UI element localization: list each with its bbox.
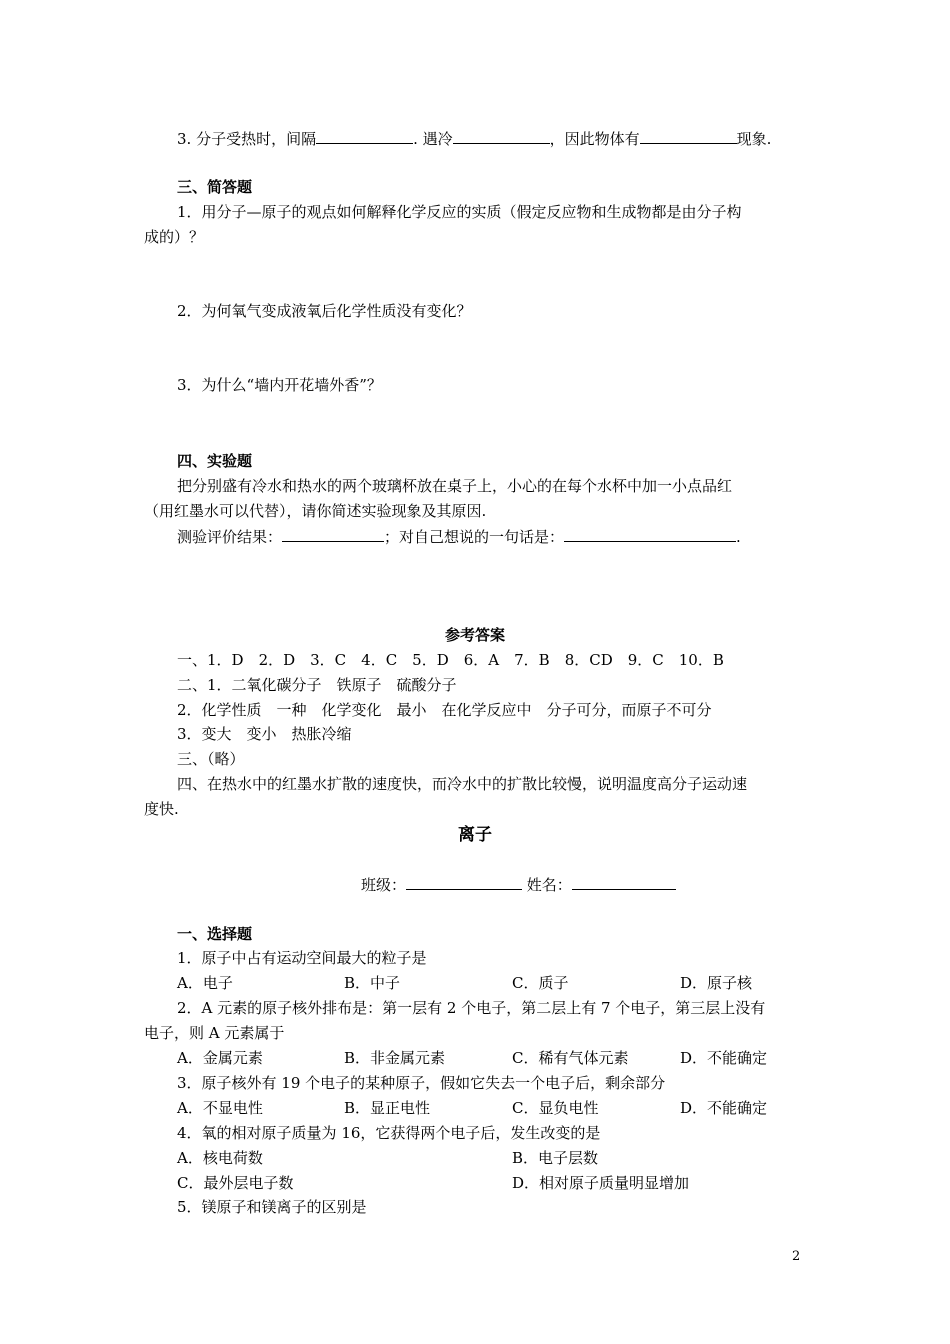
answers-line4: 3．变大 变小 热胀冷缩: [177, 725, 352, 743]
answers-heading: 参考答案: [444, 626, 505, 644]
name-blank[interactable]: [572, 874, 676, 890]
option-a[interactable]: A．电子: [177, 974, 233, 992]
short-q1-line1: 1．用分子—原子的观点如何解释化学反应的实质（假定反应物和生成物都是由分子构: [177, 203, 742, 221]
option-d[interactable]: D．相对原子质量明显增加: [512, 1174, 690, 1192]
answers-line6a: 四、在热水中的红墨水扩散的速度快，而冷水中的扩散比较慢，说明温度高分子运动速: [177, 775, 748, 793]
short-q3: 3．为什么“墙内开花墙外香”？: [177, 376, 382, 394]
short-q1-line2: 成的）？: [144, 228, 205, 246]
fill-q3-text-a: 3. 分子受热时，间隔: [177, 130, 317, 148]
answer-blank[interactable]: [453, 128, 550, 144]
option-c[interactable]: C．显负电性: [512, 1099, 599, 1117]
self-note-label: ；对自己想说的一句话是：: [384, 528, 565, 546]
option-d[interactable]: D．原子核: [680, 974, 753, 992]
option-b[interactable]: B．中子: [344, 974, 401, 992]
option-c[interactable]: C．最外层电子数: [177, 1174, 294, 1192]
fill-q3-text-d: 现象.: [736, 130, 772, 148]
experiment-heading: 四、实验题: [177, 452, 253, 470]
choice-heading: 一、选择题: [177, 925, 253, 943]
ion-q2-stem1: 2．A 元素的原子核外排布是：第一层有 2 个电子，第二层上有 7 个电子，第三层上没有: [177, 999, 766, 1017]
option-c[interactable]: C．质子: [512, 974, 569, 992]
experiment-line2: （用红墨水可以代替），请你简述实验现象及其原因.: [144, 502, 487, 520]
answer-blank[interactable]: [640, 128, 737, 144]
short-q2: 2．为何氧气变成液氧后化学性质没有变化？: [177, 302, 472, 320]
option-b[interactable]: B．显正电性: [344, 1099, 431, 1117]
answers-line6b: 度快.: [144, 800, 179, 818]
ion-q4-stem: 4．氧的相对原子质量为 16，它获得两个电子后，发生改变的是: [177, 1124, 601, 1142]
answers-line5: 三、（略）: [177, 750, 245, 768]
option-b[interactable]: B．非金属元素: [344, 1049, 446, 1067]
option-a[interactable]: A．不显电性: [177, 1099, 263, 1117]
class-label: 班级：: [361, 876, 407, 894]
self-note-blank[interactable]: [564, 526, 736, 542]
option-d[interactable]: D．不能确定: [680, 1049, 768, 1067]
option-a[interactable]: A．金属元素: [177, 1049, 263, 1067]
class-name-line: [361, 874, 676, 895]
answers-line1: 一、1．D 2．D 3．C 4．C 5．D 6．A 7．B 8．CD 9．C 10．B: [177, 651, 724, 669]
fill-q3-text-b: . 遇冷: [413, 130, 453, 148]
option-c[interactable]: C．稀有气体元素: [512, 1049, 629, 1067]
answer-blank[interactable]: [316, 128, 413, 144]
name-label: 姓名：: [526, 876, 572, 894]
page-number: 2: [792, 1249, 801, 1264]
ion-q2-stem2: 电子，则 A 元素属于: [144, 1024, 285, 1042]
short-answer-heading: 三、简答题: [177, 178, 253, 196]
option-d[interactable]: D．不能确定: [680, 1099, 768, 1117]
ion-title: 离子: [458, 825, 492, 845]
fill-q3-text-c: ，因此物体有: [549, 130, 640, 148]
evaluation-line: [177, 526, 741, 547]
evaluation-blank[interactable]: [282, 526, 384, 542]
experiment-line1: 把分别盛有冷水和热水的两个玻璃杯放在桌子上，小心的在每个水杯中加一小点品红: [177, 477, 733, 495]
ion-q3-stem: 3．原子核外有 19 个电子的某种原子，假如它失去一个电子后，剩余部分: [177, 1074, 666, 1092]
answers-line2: 二、1．二氧化碳分子 铁原子 硫酸分子: [177, 676, 457, 694]
ion-q5-stem: 5．镁原子和镁离子的区别是: [177, 1198, 367, 1216]
option-a[interactable]: A．核电荷数: [177, 1149, 263, 1167]
fill-question-3: [177, 128, 771, 149]
evaluation-end: .: [736, 528, 741, 546]
class-blank[interactable]: [406, 874, 522, 890]
evaluation-label: 测验评价结果：: [177, 528, 283, 546]
answers-line3: 2．化学性质 一种 化学变化 最小 在化学反应中 分子可分，而原子不可分: [177, 701, 712, 719]
ion-q1-stem: 1．原子中占有运动空间最大的粒子是: [177, 949, 427, 967]
option-b[interactable]: B．电子层数: [512, 1149, 599, 1167]
